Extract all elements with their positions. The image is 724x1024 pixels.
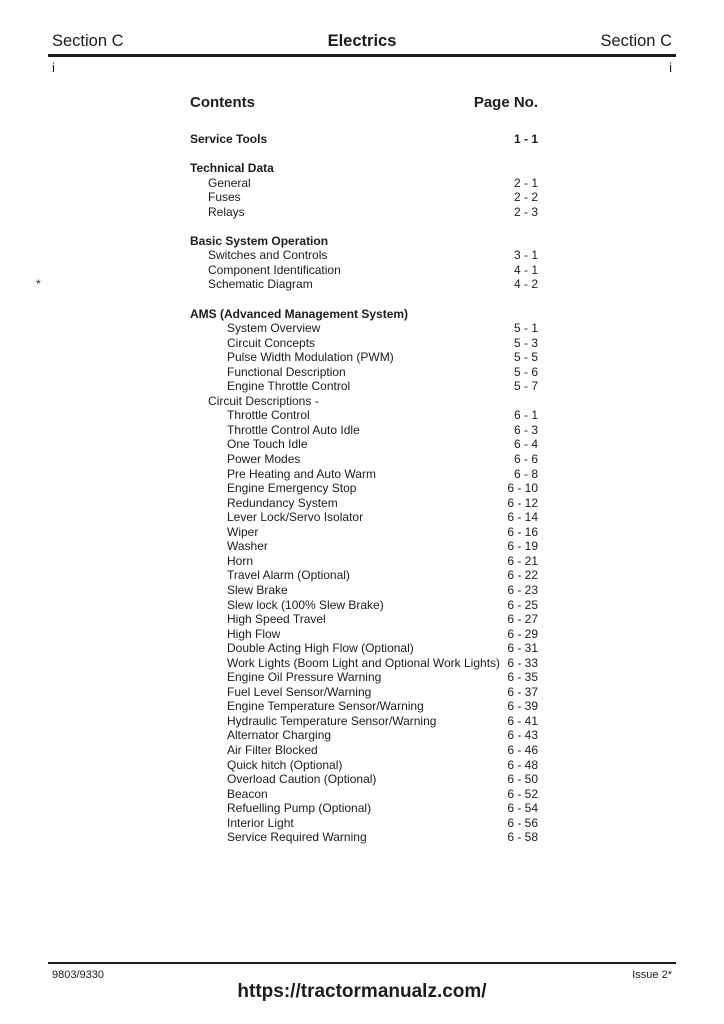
toc-page-number: 6 - 22 (507, 568, 538, 583)
toc-item-label: Hydraulic Temperature Sensor/Warning (227, 713, 437, 728)
toc-item (190, 612, 538, 627)
toc-item-label: High Speed Travel (227, 612, 326, 627)
toc-item-label: Circuit Descriptions - (208, 393, 319, 408)
toc-page-number: 6 - 10 (507, 481, 538, 496)
toc-item (190, 641, 538, 656)
toc-item (190, 554, 538, 569)
toc-item-label: Power Modes (227, 452, 301, 467)
toc-item (190, 787, 538, 802)
toc-page-number: 6 - 25 (507, 597, 538, 612)
page-title: Electrics (327, 32, 397, 50)
toc-section (190, 161, 538, 219)
toc-item (190, 263, 538, 278)
toc-item-label: System Overview (227, 321, 321, 336)
toc-item (190, 452, 538, 467)
toc-section-heading (190, 132, 538, 147)
toc-item-label: Air Filter Blocked (227, 742, 318, 757)
toc-item-label: General (208, 175, 251, 190)
toc-page-number: 5 - 6 (513, 364, 538, 379)
toc-item-label: Beacon (227, 786, 268, 801)
toc-page-number: 6 - 12 (507, 495, 538, 510)
toc-item-label: One Touch Idle (227, 437, 308, 452)
toc-item (190, 248, 538, 263)
toc-item-label: Circuit Concepts (227, 335, 316, 350)
toc-item-label: Engine Temperature Sensor/Warning (227, 699, 424, 714)
toc-item (190, 714, 538, 729)
toc-item-label: Redundancy System (227, 495, 338, 510)
toc-page-number: 4 - 1 (513, 262, 538, 277)
toc-item (190, 728, 538, 743)
page-markers (52, 60, 672, 75)
toc-section (190, 234, 538, 292)
toc-item-label: Fuel Level Sensor/Warning (227, 684, 372, 699)
toc-page-number: 6 - 33 (507, 655, 538, 670)
toc-item-label: Quick hitch (Optional) (227, 757, 343, 772)
toc-item-label: Basic System Operation (190, 233, 329, 248)
contents-block (190, 94, 538, 859)
toc-item (190, 656, 538, 671)
toc-item-label: Refuelling Pump (Optional) (227, 801, 372, 816)
toc-item-label: Fuses (208, 190, 241, 205)
page-footer (52, 969, 672, 981)
toc-page-number: 2 - 1 (513, 175, 538, 190)
toc-page-number: 6 - 41 (507, 713, 538, 728)
toc-item (190, 350, 538, 365)
toc-item-label: Travel Alarm (Optional) (227, 568, 350, 583)
toc-page-number: 6 - 58 (507, 830, 538, 845)
toc-item (190, 437, 538, 452)
toc-page-number: 1 - 1 (513, 132, 538, 146)
toc-item-label: Overload Caution (Optional) (227, 772, 377, 787)
toc-item (190, 408, 538, 423)
toc-page-number: 6 - 31 (507, 641, 538, 656)
toc-page-number: 6 - 39 (507, 699, 538, 714)
toc-page-number: 6 - 37 (507, 684, 538, 699)
toc-page-number: 6 - 50 (507, 772, 538, 787)
toc-item (190, 336, 538, 351)
toc-item (190, 365, 538, 380)
toc-item (190, 467, 538, 482)
footer-doc-number: 9803/9330 (52, 969, 104, 981)
toc-item (190, 568, 538, 583)
toc-item-label: Functional Description (227, 364, 346, 379)
toc-item (190, 699, 538, 714)
toc-item-label: Pulse Width Modulation (PWM) (227, 350, 394, 365)
toc-item-label: Technical Data (190, 161, 274, 176)
toc-item (190, 525, 538, 540)
toc-page-number: 5 - 3 (513, 335, 538, 350)
toc-item (190, 539, 538, 554)
toc-item-label: Switches and Controls (208, 248, 328, 263)
toc-item (190, 758, 538, 773)
page-marker-left: i (52, 60, 55, 75)
toc-item (190, 830, 538, 845)
toc-item (190, 627, 538, 642)
toc-item-label: Component Identification (208, 262, 341, 277)
toc-page-number: 6 - 35 (507, 670, 538, 685)
toc-section-heading (190, 161, 538, 176)
toc-item-label: Throttle Control (227, 408, 310, 423)
toc-page-number: 6 - 43 (507, 728, 538, 743)
contents-sections (190, 132, 538, 845)
toc-item (190, 743, 538, 758)
footer-divider (48, 962, 676, 964)
toc-page-number: 6 - 54 (507, 801, 538, 816)
toc-page-number: 5 - 7 (513, 379, 538, 394)
toc-page-number: 6 - 14 (507, 510, 538, 525)
toc-page-number: 6 - 8 (513, 466, 538, 481)
footer-issue: Issue 2* (632, 969, 672, 981)
toc-item (190, 685, 538, 700)
toc-item-label: Washer (227, 539, 268, 554)
header-section-right: Section C (600, 32, 672, 50)
toc-item-label: Relays (208, 204, 245, 219)
toc-item-label: Service Tools (190, 132, 268, 146)
toc-item (190, 190, 538, 205)
toc-item (190, 394, 538, 409)
toc-item-label: Engine Throttle Control (227, 379, 351, 394)
toc-page-number: 4 - 2 (513, 277, 538, 292)
toc-item (190, 277, 538, 292)
toc-page-number: 6 - 6 (513, 452, 538, 467)
toc-item (190, 496, 538, 511)
toc-item-label: Interior Light (227, 815, 294, 830)
toc-item (190, 205, 538, 220)
toc-page-number: 6 - 46 (507, 742, 538, 757)
toc-item (190, 816, 538, 831)
toc-page-number: 5 - 1 (513, 321, 538, 336)
page-marker-right: i (669, 60, 672, 75)
toc-item (190, 801, 538, 816)
toc-item (190, 481, 538, 496)
toc-page-number: 6 - 21 (507, 553, 538, 568)
toc-section (190, 307, 538, 845)
contents-header (190, 94, 538, 112)
toc-item (190, 321, 538, 336)
toc-page-number: 6 - 4 (513, 437, 538, 452)
toc-item-label: Double Acting High Flow (Optional) (227, 641, 414, 656)
toc-item-label: Engine Emergency Stop (227, 481, 357, 496)
toc-page-number: 6 - 23 (507, 582, 538, 597)
toc-item-label: Lever Lock/Servo Isolator (227, 510, 364, 525)
toc-item-label: Schematic Diagram (208, 277, 313, 292)
toc-item-label: Engine Oil Pressure Warning (227, 670, 382, 685)
toc-item (190, 510, 538, 525)
toc-item-label: AMS (Advanced Management System) (190, 306, 409, 321)
header-section-left: Section C (52, 32, 124, 50)
toc-page-number: 6 - 56 (507, 815, 538, 830)
toc-page-number: 2 - 2 (513, 190, 538, 205)
header-divider (48, 54, 676, 57)
toc-section-heading (190, 234, 538, 249)
toc-page-number: 6 - 27 (507, 612, 538, 627)
toc-page-number: 5 - 5 (513, 350, 538, 365)
toc-item-label: Wiper (227, 524, 259, 539)
toc-page-number: 6 - 52 (507, 786, 538, 801)
toc-item (190, 176, 538, 191)
toc-item-label: Alternator Charging (227, 728, 332, 743)
toc-page-number: 2 - 3 (513, 204, 538, 219)
toc-page-number: 3 - 1 (513, 248, 538, 263)
toc-page-number: 6 - 29 (507, 626, 538, 641)
toc-item-label: Pre Heating and Auto Warm (227, 466, 376, 481)
toc-item (190, 772, 538, 787)
toc-item-label: High Flow (227, 626, 281, 641)
toc-item (190, 583, 538, 598)
toc-page-number: 6 - 3 (513, 422, 538, 437)
toc-page-number: 6 - 48 (507, 757, 538, 772)
toc-item (190, 379, 538, 394)
toc-item-label: Work Lights (Boom Light and Optional Work Lights) (227, 655, 501, 670)
toc-item (190, 598, 538, 613)
toc-page-number: 6 - 19 (507, 539, 538, 554)
contents-heading: Contents (190, 94, 255, 111)
toc-page-number: 6 - 16 (507, 524, 538, 539)
page-header (52, 31, 672, 51)
toc-item (190, 670, 538, 685)
page-no-heading: Page No. (473, 94, 538, 111)
toc-page-number: 6 - 1 (513, 408, 538, 423)
toc-section-heading (190, 307, 538, 322)
toc-item (190, 423, 538, 438)
toc-item-label: Slew lock (100% Slew Brake) (227, 597, 384, 612)
toc-item-label: Horn (227, 553, 254, 568)
margin-asterisk: * (36, 277, 41, 291)
footer-url: https://tractormanualz.com/ (237, 981, 487, 1002)
toc-item-label: Slew Brake (227, 582, 288, 597)
toc-section (190, 132, 538, 147)
toc-item-label: Service Required Warning (227, 830, 367, 845)
toc-item-label: Throttle Control Auto Idle (227, 422, 360, 437)
